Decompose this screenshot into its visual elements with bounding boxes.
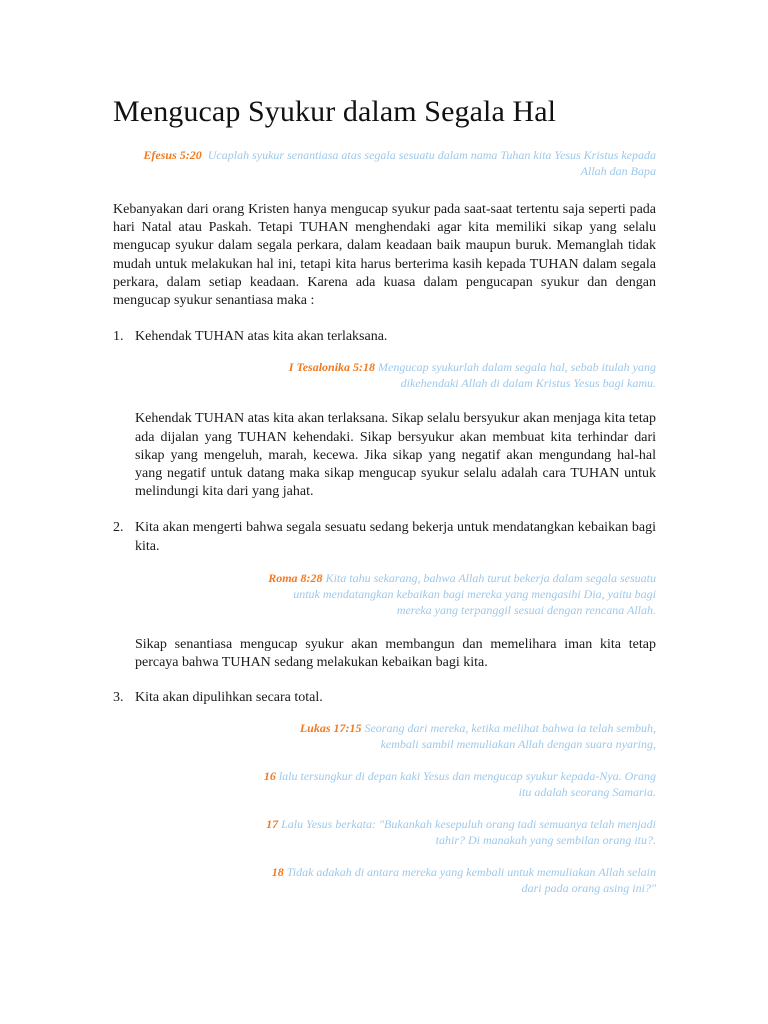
list-number: 1. bbox=[113, 329, 124, 345]
verse-reference: Lukas 17:15 bbox=[299, 721, 362, 736]
item-3-verse-15 bbox=[113, 720, 656, 752]
item-2-paragraph: Sikap senantiasa mengucap syukur akan membangun dan memelihara iman kita tetap percaya bahwa TUHAN sedang melakukan kebaikan bagi kita. bbox=[135, 636, 656, 671]
verse-text: Mengucap syukurlah dalam segala hal, sebab itulah yang dikehendaki Allah di dalam Kristus Yesus bagi kamu. bbox=[378, 360, 656, 391]
verse-text: lalu tersungkur di depan kaki Yesus dan mengucap syukur kepada-Nya. Orang itu adalah seorang Samaria. bbox=[278, 769, 656, 800]
list-item-3 bbox=[113, 689, 656, 707]
item-3-verse-18 bbox=[113, 864, 656, 896]
verse-text: Ucaplah syukur senantiasa atas segala sesuatu dalam nama Tuhan kita Yesus Kristus kepada Allah dan Bapa bbox=[207, 148, 656, 178]
list-item-2 bbox=[113, 519, 656, 555]
item-1-paragraph: Kehendak TUHAN atas kita akan terlaksana. Sikap selalu bersyukur akan menjaga kita tetap ada dijalan yang TUHAN kehendaki. Sikap bersyukur akan membuat kita terhindar dari sikap yang mengeluh, marah, kecewa. Jika sikap yang negatif akan mengundang hal-hal yang negatif untuk datang maka sikap mengucap syukur selalu adalah cara TUHAN untuk melindungi kita dari yang jahat. bbox=[135, 411, 656, 500]
verse-reference: 18 bbox=[271, 865, 284, 880]
list-item-1 bbox=[113, 328, 656, 346]
verse-reference: 17 bbox=[266, 817, 279, 832]
verse-text: Lalu Yesus berkata: "Bukankah kesepuluh orang tadi semuanya telah menjadi tahir? Di manakah yang sembilan orang itu?. bbox=[281, 817, 656, 848]
verse-reference: I Tesalonika 5:18 bbox=[288, 360, 376, 375]
list-heading: Kita akan dipulihkan secara total. bbox=[135, 690, 323, 706]
list-number: 2. bbox=[113, 520, 124, 536]
item-3-verse-17 bbox=[113, 816, 656, 848]
list-number: 3. bbox=[113, 690, 124, 706]
list-heading: Kita akan mengerti bahwa segala sesuatu sedang bekerja untuk mendatangkan kebaikan bagi kita. bbox=[135, 520, 656, 554]
intro-verse bbox=[113, 147, 656, 179]
document-title: Mengucap Syukur dalam Segala Hal bbox=[113, 95, 557, 128]
item-1-verse bbox=[113, 359, 656, 391]
verse-text: Tidak adakah di antara mereka yang kembali untuk memuliakan Allah selain dari pada orang asing ini?" bbox=[286, 865, 656, 896]
verse-reference: 16 bbox=[263, 769, 276, 784]
item-2-verse bbox=[113, 570, 656, 618]
verse-text: Seorang dari mereka, ketika melihat bahwa ia telah sembuh, kembali sambil memuliakan Allah dengan suara nyaring, bbox=[364, 721, 656, 752]
verse-reference: Roma 8:28 bbox=[268, 570, 323, 585]
verse-reference: Efesus 5:20 bbox=[143, 148, 202, 162]
list-heading: Kehendak TUHAN atas kita akan terlaksana. bbox=[135, 329, 388, 345]
item-3-verse-16 bbox=[113, 768, 656, 800]
intro-paragraph: Kebanyakan dari orang Kristen hanya mengucap syukur pada saat-saat tertentu saja seperti pada hari Natal atau Paskah. Tetapi TUHAN menghendaki agar kita memiliki sikap yang selalu mengucap syukur dalam segala perkara, dalam keadaan baik maupun buruk. Memanglah tidak mudah untuk melakukan hal ini, tetapi kita harus berterima kasih kepada TUHAN dalam segala perkara, dalam setiap keadaan. Karena ada kuasa dalam pengucapan syukur dan dengan mengucap syukur senantiasa maka : bbox=[113, 202, 656, 309]
document-page bbox=[113, 92, 656, 896]
verse-text: Kita tahu sekarang, bahwa Allah turut bekerja dalam segala sesuatu untuk mendatangkan kebaikan bagi mereka yang mengasihi Dia, yaitu bagi mereka yang terpanggil sesuai dengan rencana Allah. bbox=[293, 570, 656, 617]
